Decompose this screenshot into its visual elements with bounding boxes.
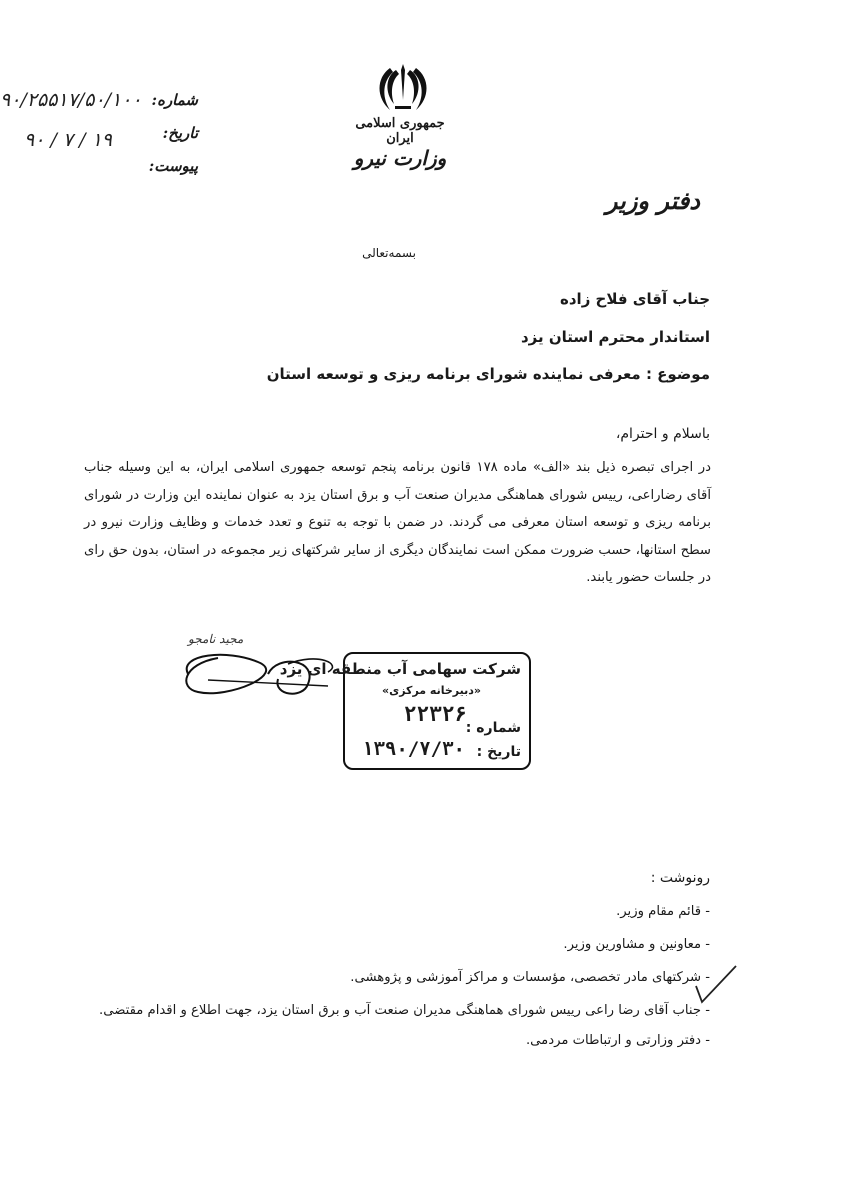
iran-emblem-icon	[368, 60, 438, 120]
cc-title: رونوشت :	[650, 870, 710, 886]
recipient-name: جناب آقای فلاح زاده	[560, 290, 710, 308]
besmellah: بسمه‌تعالی	[362, 246, 416, 260]
signature-icon	[168, 644, 348, 714]
stamp-subtitle: «دبیرخانه مرکزی»	[382, 684, 481, 697]
ministry-name: وزارت نیرو	[353, 146, 447, 170]
letter-body: در اجرای تبصره ذیل بند «الف» ماده ۱۷۸ قانون برنامه پنجم توسعه جمهوری اسلامی ایران، به این وسیله جناب آقای رضاراعی، رییس شورای هماهنگی مدیران صنعت آب و برق استان یزد به عنوان نماینده این وزارت در شورای برنامه ریزی و توسعه استان معرفی می گردند. در ضمن با توجه به تنوع و تعدد خدمات و وظایف وزارت نیرو در سطح استانها، حسب ضرورت ممکن است نمایندگان دیگری از سایر شرکتهای زیر مجموعه در استان، بدون حق رای در جلسات حضور یابند.	[84, 460, 712, 585]
stamp-date-label: تاریخ :	[476, 744, 521, 760]
check-mark-icon	[690, 962, 740, 1006]
received-stamp	[279, 652, 531, 770]
letter-date: ۹۰ / ۷ / ۱۹	[24, 129, 112, 151]
office-title: دفتر وزیر	[605, 186, 700, 215]
cc-item: - شرکتهای مادر تخصصی، مؤسسات و مراکز آموزشی و پژوهشی.	[350, 970, 710, 985]
cc-list	[60, 895, 710, 1057]
stamp-number: ۲۲۳۲۶	[403, 702, 467, 726]
date-label: تاریخ:	[162, 124, 198, 142]
number-label: شماره:	[151, 91, 198, 109]
stamp-date: ۱۳۹۰/۷/۳۰	[362, 738, 465, 760]
signer-name: مجید نامجو	[188, 632, 244, 646]
cc-item: - دفتر وزارتی و ارتباطات مردمی.	[525, 1033, 710, 1048]
greeting: باسلام و احترام،	[615, 426, 710, 442]
letter-number: ۹۰/۲۵۵۱۷/۵۰/۱۰۰	[0, 89, 142, 111]
attachment-label: پیوست:	[148, 157, 198, 175]
meta-values	[0, 80, 142, 160]
cc-item: - قائم مقام وزیر.	[616, 904, 710, 919]
cc-item: - معاونین و مشاورین وزیر.	[563, 937, 710, 952]
stamp-number-label: شماره :	[465, 720, 521, 736]
stamp-title: شرکت سهامی آب منطقه ای یزد	[279, 660, 521, 678]
meta-labels	[140, 84, 198, 183]
recipient-title: استاندار محترم استان یزد	[520, 328, 710, 346]
subject-line: موضوع : معرفی نماینده شورای برنامه ریزی و توسعه استان	[266, 365, 710, 383]
republic-name: جمهوری اسلامی ایران	[355, 116, 445, 146]
cc-item: - جناب آقای رضا راعی رییس شورای هماهنگی مدیران صنعت آب و برق استان یزد، جهت اطلاع و اقدام مقتضی.	[99, 1003, 710, 1018]
